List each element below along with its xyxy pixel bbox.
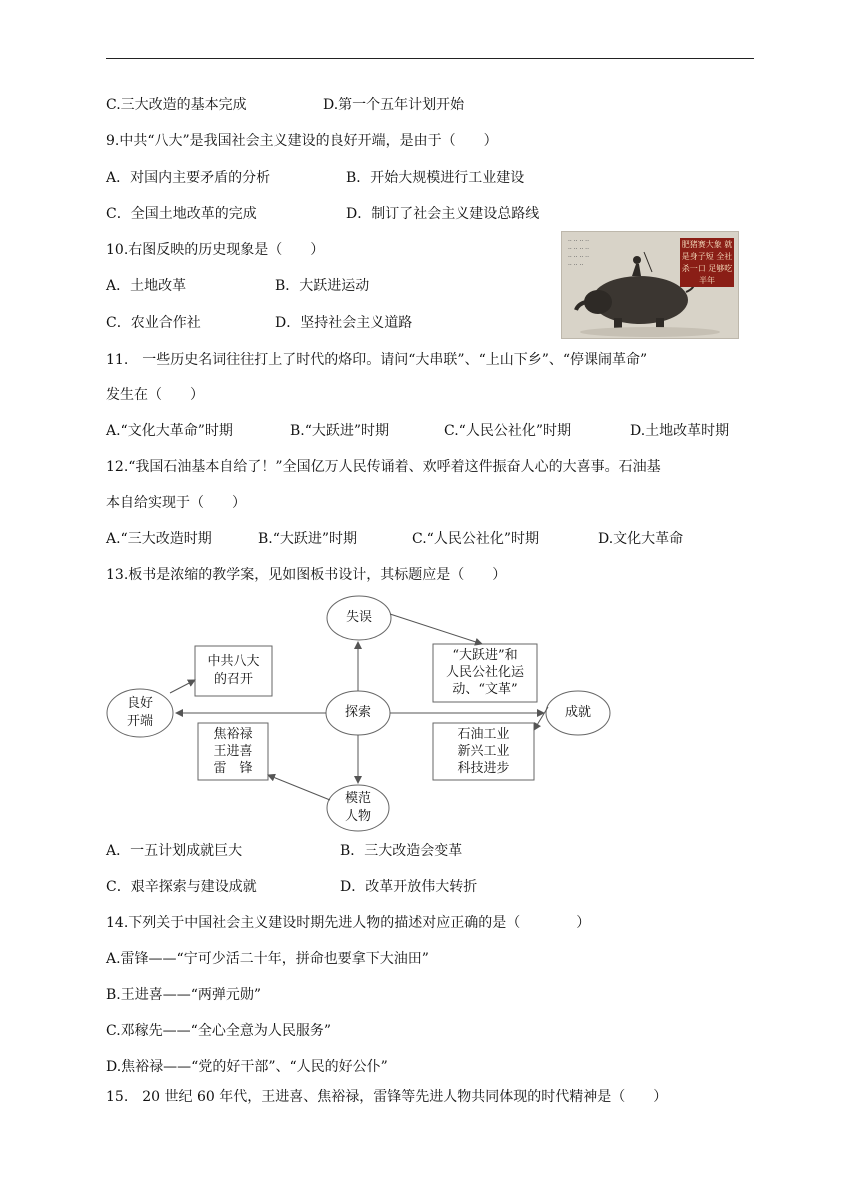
node-bottom-label-1: 模范 bbox=[344, 791, 371, 806]
q10-option-d: D．坚持社会主义道路 bbox=[275, 315, 413, 331]
q11-option-b: B.“大跃进”时期 bbox=[290, 423, 390, 439]
q13-stem: 13.板书是浓缩的教学案，见如图板书设计，其标题应是（ ） bbox=[106, 567, 507, 583]
q13-option-b: B．三大改造会变革 bbox=[340, 843, 463, 859]
q11-option-d: D.土地改革时期 bbox=[630, 423, 730, 439]
q12-option-c: C.“人民公社化”时期 bbox=[412, 531, 539, 547]
box-left-bottom-line2: 王进喜 bbox=[213, 744, 253, 759]
board-design-diagram bbox=[100, 592, 620, 832]
propaganda-picture bbox=[561, 231, 739, 339]
q10-option-a: A．土地改革 bbox=[106, 278, 187, 294]
box-right-bottom-line1: 石油工业 bbox=[457, 727, 510, 742]
box-right-top-line3: 动、“文革” bbox=[452, 682, 518, 697]
q13-option-d: D．改革开放伟大转折 bbox=[340, 879, 478, 895]
q9-option-d: D．制订了社会主义建设总路线 bbox=[346, 206, 540, 222]
q12-stem-line1: 12.“我国石油基本自给了！”全国亿万人民传诵着、欢呼着这件振奋人心的大喜事。石油基 bbox=[106, 459, 661, 475]
node-bottom-label-2: 人物 bbox=[344, 809, 371, 824]
q12-option-b: B.“大跃进”时期 bbox=[258, 531, 358, 547]
q14-option-b: B.王进喜——“两弹元勋” bbox=[106, 987, 262, 1003]
box-left-bottom-line1: 焦裕禄 bbox=[213, 727, 253, 742]
q8-option-c: C.三大改造的基本完成 bbox=[106, 97, 247, 113]
box-left-top-line2: 的召开 bbox=[213, 672, 253, 687]
q14-stem: 14.下列关于中国社会主义建设时期先进人物的描述对应正确的是（ ） bbox=[106, 915, 591, 931]
q13-option-c: C．艰辛探索与建设成就 bbox=[106, 879, 257, 895]
node-top-label: 失误 bbox=[345, 610, 372, 625]
q11-stem-line1: 11. 一些历史名词往往打上了时代的烙印。请问“大串联”、“上山下乡”、“停课闹革命” bbox=[106, 352, 648, 368]
q10-stem: 10.右图反映的历史现象是（ ） bbox=[106, 242, 325, 258]
q15-stem: 15. 20 世纪 60 年代，王进喜、焦裕禄，雷锋等先进人物共同体现的时代精神是（ ） bbox=[106, 1089, 668, 1105]
q9-option-a: A．对国内主要矛盾的分析 bbox=[106, 170, 271, 186]
q12-stem-line2: 本自给实现于（ ） bbox=[106, 495, 246, 511]
q10-option-b: B．大跃进运动 bbox=[275, 278, 370, 294]
q14-option-d: D.焦裕禄——“党的好干部”、“人民的好公仆” bbox=[106, 1059, 388, 1075]
q12-option-a: A.“三大改造时期 bbox=[106, 531, 212, 547]
q13-option-a: A．一五计划成就巨大 bbox=[106, 843, 243, 859]
q9-option-b: B．开始大规模进行工业建设 bbox=[346, 170, 525, 186]
q11-option-a: A.“文化大革命”时期 bbox=[106, 423, 233, 439]
box-right-top-line2: 人民公社化运 bbox=[445, 665, 524, 680]
box-left-bottom-line3: 雷 锋 bbox=[213, 761, 253, 776]
q9-option-c: C．全国土地改革的完成 bbox=[106, 206, 257, 222]
node-left-label-2: 开端 bbox=[126, 714, 153, 729]
picture-caption-ink: ·· ·· ·· ·· ·· ·· ·· ·· ·· ·· ·· ·· ·· ·· ·· bbox=[568, 238, 589, 269]
header-rule bbox=[106, 58, 754, 59]
box-right-top-line1: “大跃进”和 bbox=[452, 648, 518, 663]
node-left-label-1: 良好 bbox=[126, 696, 153, 711]
box-right-bottom-line3: 科技进步 bbox=[457, 761, 510, 776]
q14-option-c: C.邓稼先——“全心全意为人民服务” bbox=[106, 1023, 331, 1039]
q10-option-c: C．农业合作社 bbox=[106, 315, 201, 331]
q8-option-d: D.第一个五年计划开始 bbox=[323, 97, 465, 113]
node-center-label: 探索 bbox=[344, 705, 371, 720]
picture-banner: 肥猪赛大象 就是身子短 全社杀一口 足够吃半年 bbox=[681, 240, 733, 285]
node-right-label: 成就 bbox=[564, 705, 591, 720]
q11-option-c: C.“人民公社化”时期 bbox=[444, 423, 571, 439]
box-left-top-line1: 中共八大 bbox=[207, 654, 260, 669]
q14-option-a: A.雷锋——“宁可少活二十年，拼命也要拿下大油田” bbox=[106, 951, 429, 967]
q12-option-d: D.文化大革命 bbox=[598, 531, 684, 547]
q9-stem: 9.中共“八大”是我国社会主义建设的良好开端，是由于（ ） bbox=[106, 133, 498, 149]
box-right-bottom-line2: 新兴工业 bbox=[457, 744, 510, 759]
q11-stem-line2: 发生在（ ） bbox=[106, 387, 204, 403]
